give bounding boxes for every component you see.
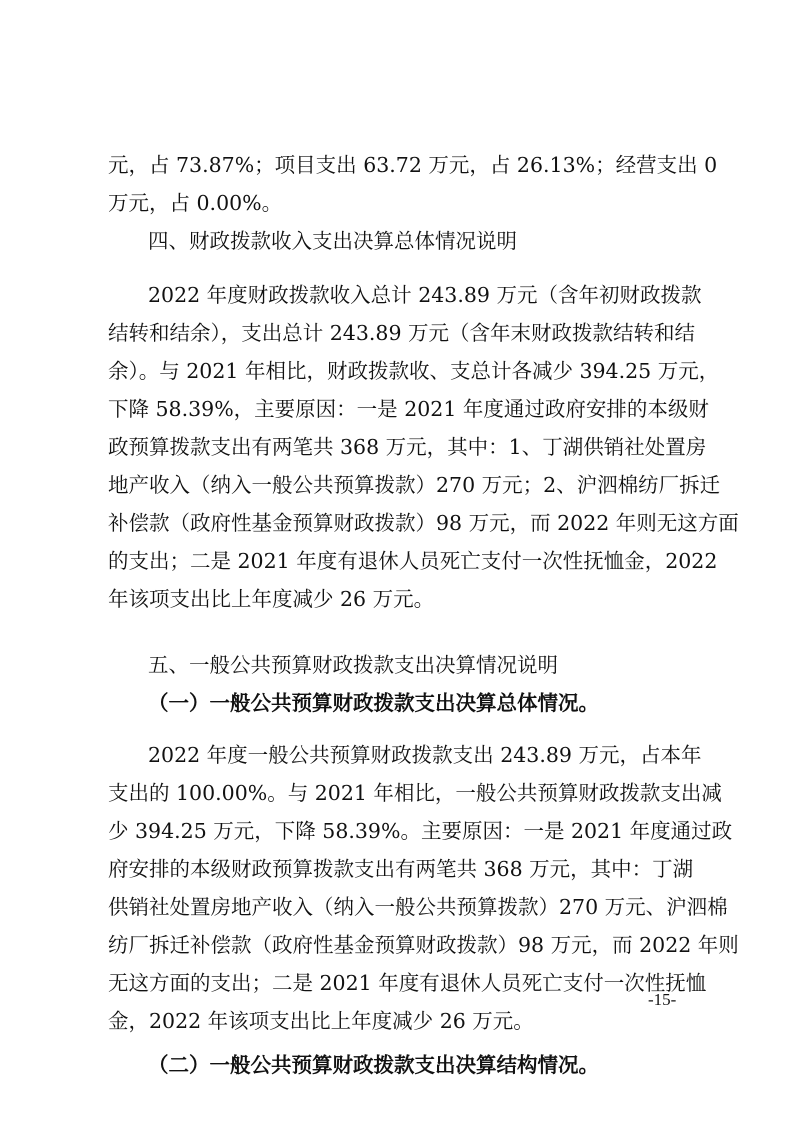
text-line: 无这方面的支出；二是 2021 年度有退休人员死亡支付一次性抚恤: [108, 971, 707, 995]
page-number: -15-: [648, 990, 677, 1009]
text-line: 万元，占 0.00%。: [108, 191, 283, 215]
text-line: 的支出；二是 2021 年度有退休人员死亡支付一次性抚恤金，2022: [108, 549, 718, 573]
text-line: 余）。与 2021 年相比，财政拨款收、支总计各减少 394.25 万元，: [108, 359, 720, 383]
subsection-heading-2: （二）一般公共预算财政拨款支出决算结构情况。: [148, 1053, 599, 1077]
text-line: 纺厂拆迁补偿款（政府性基金预算财政拨款）98 万元，而 2022 年则: [108, 933, 739, 957]
text-line: 少 394.25 万元，下降 58.39%。主要原因：一是 2021 年度通过政: [108, 819, 733, 843]
text-line: 下降 58.39%，主要原因：一是 2021 年度通过政府安排的本级财: [108, 397, 709, 421]
text-line: 2022 年度一般公共预算财政拨款支出 243.89 万元，占本年: [148, 743, 702, 767]
text-line: 地产收入（纳入一般公共预算拨款）270 万元；2、沪泗棉纺厂拆迁: [108, 473, 721, 497]
text-line: 府安排的本级财政预算拨款支出有两笔共 368 万元，其中：丁湖: [108, 857, 694, 881]
text-line: 2022 年度财政拨款收入总计 243.89 万元（含年初财政拨款: [148, 283, 702, 307]
section-heading-5: 五、一般公共预算财政拨款支出决算情况说明: [148, 653, 558, 677]
text-line: 政预算拨款支出有两笔共 368 万元，其中：1、丁湖供销社处置房: [108, 435, 707, 459]
text-line: 元，占 73.87%；项目支出 63.72 万元，占 26.13%；经营支出 0: [108, 153, 718, 177]
text-line: 金，2022 年该项支出比上年度减少 26 万元。: [108, 1009, 534, 1033]
subsection-heading-1: （一）一般公共预算财政拨款支出决算总体情况。: [148, 691, 599, 715]
text-line: 补偿款（政府性基金预算财政拨款）98 万元，而 2022 年则无这方面: [108, 511, 739, 535]
text-line: 供销社处置房地产收入（纳入一般公共预算拨款）270 万元、沪泗棉: [108, 895, 728, 919]
section-heading-4: 四、财政拨款收入支出决算总体情况说明: [148, 229, 517, 253]
text-line: 结转和结余），支出总计 243.89 万元（含年末财政拨款结转和结: [108, 321, 696, 345]
text-line: 年该项支出比上年度减少 26 万元。: [108, 587, 435, 611]
text-line: 支出的 100.00%。与 2021 年相比，一般公共预算财政拨款支出减: [108, 781, 722, 805]
